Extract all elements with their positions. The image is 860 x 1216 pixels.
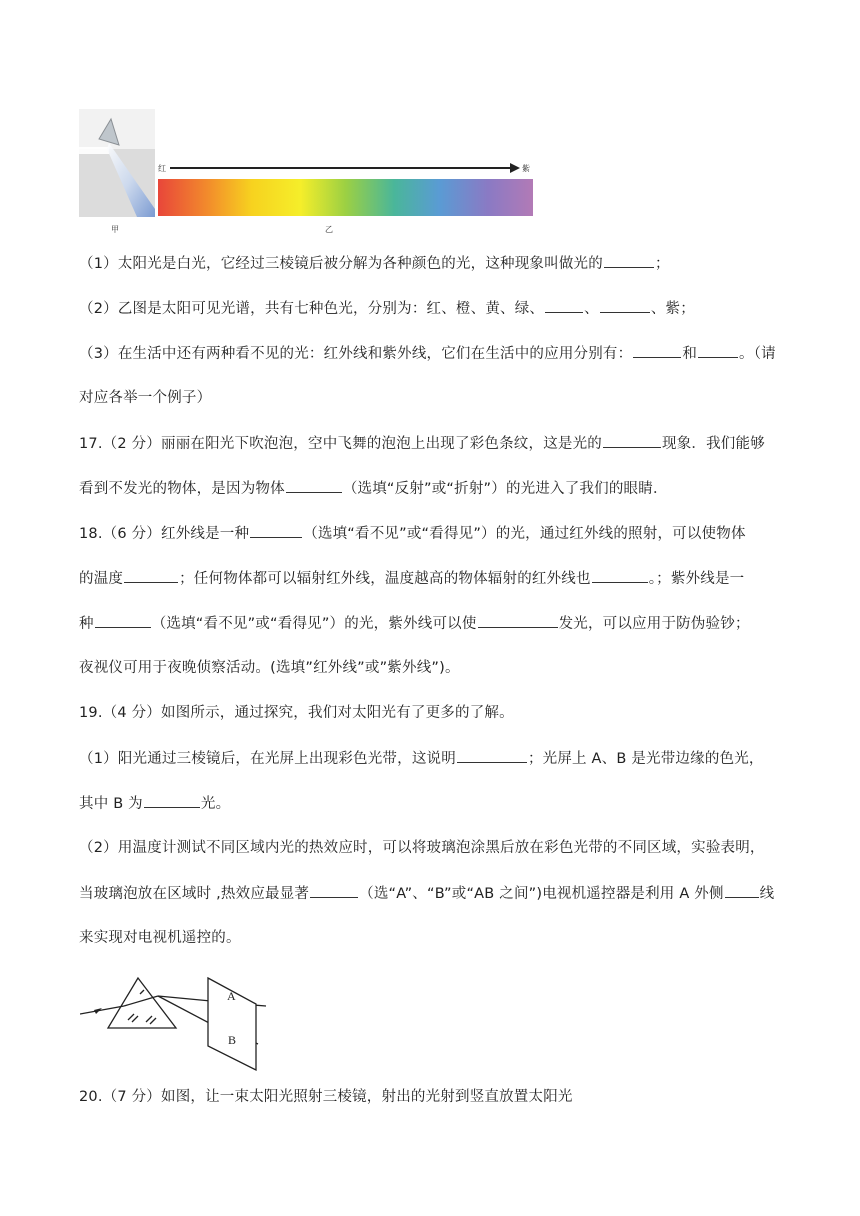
answer-blank[interactable] xyxy=(144,793,200,808)
q19-part2-line1: （2）用温度计测试不同区域内光的热效应时，可以将玻璃泡涂黑后放在彩色光带的不同区域，实验表明， xyxy=(79,840,765,856)
arrow-label-red: 红 xyxy=(158,164,166,173)
q16-part3: （3）在生活中还有两种看不见的光：红外线和紫外线，它们在生活中的应用分别有： 和 。（请 xyxy=(79,343,776,364)
q18-line1: 18.（6 分）红外线是一种 （选填“看不见”或“看得见”）的光，通过红外线的照射，可以使物体 xyxy=(79,523,746,544)
visible-spectrum-bar xyxy=(158,179,533,216)
answer-blank[interactable] xyxy=(95,613,151,628)
q19-part1-line1: （1）阳光通过三棱镜后，在光屏上出现彩色光带，这说明 ；光屏上 A、B 是光带边缘的色光， xyxy=(79,748,764,769)
answer-blank[interactable] xyxy=(698,343,738,358)
answer-blank[interactable] xyxy=(478,613,558,628)
answer-blank[interactable] xyxy=(310,883,358,898)
q16-part2: （2）乙图是太阳可见光谱，共有七种色光，分别为：红、橙、黄、绿、 、 、紫； xyxy=(79,298,695,319)
label-b: B xyxy=(228,1033,237,1047)
prism-arrow xyxy=(94,1008,102,1014)
arrow-label-violet: 紫 xyxy=(522,164,530,173)
red-to-violet-arrow xyxy=(170,162,520,174)
answer-blank[interactable] xyxy=(250,523,302,538)
label-a: A xyxy=(227,989,236,1003)
answer-blank[interactable] xyxy=(592,568,648,583)
prism-photo xyxy=(79,109,155,217)
q18-line4: 夜视仪可用于夜晚侦察活动。(选填”红外线”或”紫外线”)。 xyxy=(79,660,460,676)
q16-part3-cont: 对应各举一个例子） xyxy=(79,390,212,406)
prism-screen-diagram xyxy=(80,974,270,1074)
prism-photo-art xyxy=(79,109,155,217)
q19-title: 19.（4 分）如图所示，通过探究，我们对太阳光有了更多的了解。 xyxy=(79,705,514,721)
q19-part1-line2: 其中 B 为 光。 xyxy=(79,793,230,814)
answer-blank[interactable] xyxy=(545,298,583,313)
answer-blank[interactable] xyxy=(633,343,681,358)
q19-part2-line3: 来实现对电视机遥控的。 xyxy=(79,930,241,946)
q19-part2-line2: 当玻璃泡放在区域时 ,热效应最显著 （选“A”、“B”或“AB 之间”)电视机遥控器是利用 A 外侧 线 xyxy=(79,883,774,904)
answer-blank[interactable] xyxy=(604,253,654,268)
answer-blank[interactable] xyxy=(124,568,178,583)
answer-blank[interactable] xyxy=(603,433,661,448)
answer-blank[interactable] xyxy=(286,478,342,493)
q20-line1: 20.（7 分）如图，让一束太阳光照射三棱镜，射出的光射到竖直放置太阳光 xyxy=(79,1089,573,1105)
answer-blank[interactable] xyxy=(725,883,759,898)
answer-blank[interactable] xyxy=(457,748,527,763)
q17-line1: 17.（2 分）丽丽在阳光下吹泡泡，空中飞舞的泡泡上出现了彩色条纹，这是光的 现象．我们能够 xyxy=(79,433,765,454)
q17-line2: 看到不发光的物体，是因为物体 （选填“反射”或“折射”）的光进入了我们的眼睛． xyxy=(79,478,668,499)
q16-part1: （1）太阳光是白光，它经过三棱镜后被分解为各种颜色的光，这种现象叫做光的 ； xyxy=(79,253,670,274)
caption-jia: 甲 xyxy=(111,225,119,234)
answer-blank[interactable] xyxy=(600,298,650,313)
q18-line2: 的温度 ；任何物体都可以辐射红外线，温度越高的物体辐射的红外线也 。；紫外线是一 xyxy=(79,568,744,589)
triangular-prism xyxy=(108,978,176,1028)
q18-line3: 种 （选填“看不见”或“看得见”）的光，紫外线可以使 发光，可以应用于防伪验钞； xyxy=(79,613,750,634)
caption-yi: 乙 xyxy=(325,225,333,234)
